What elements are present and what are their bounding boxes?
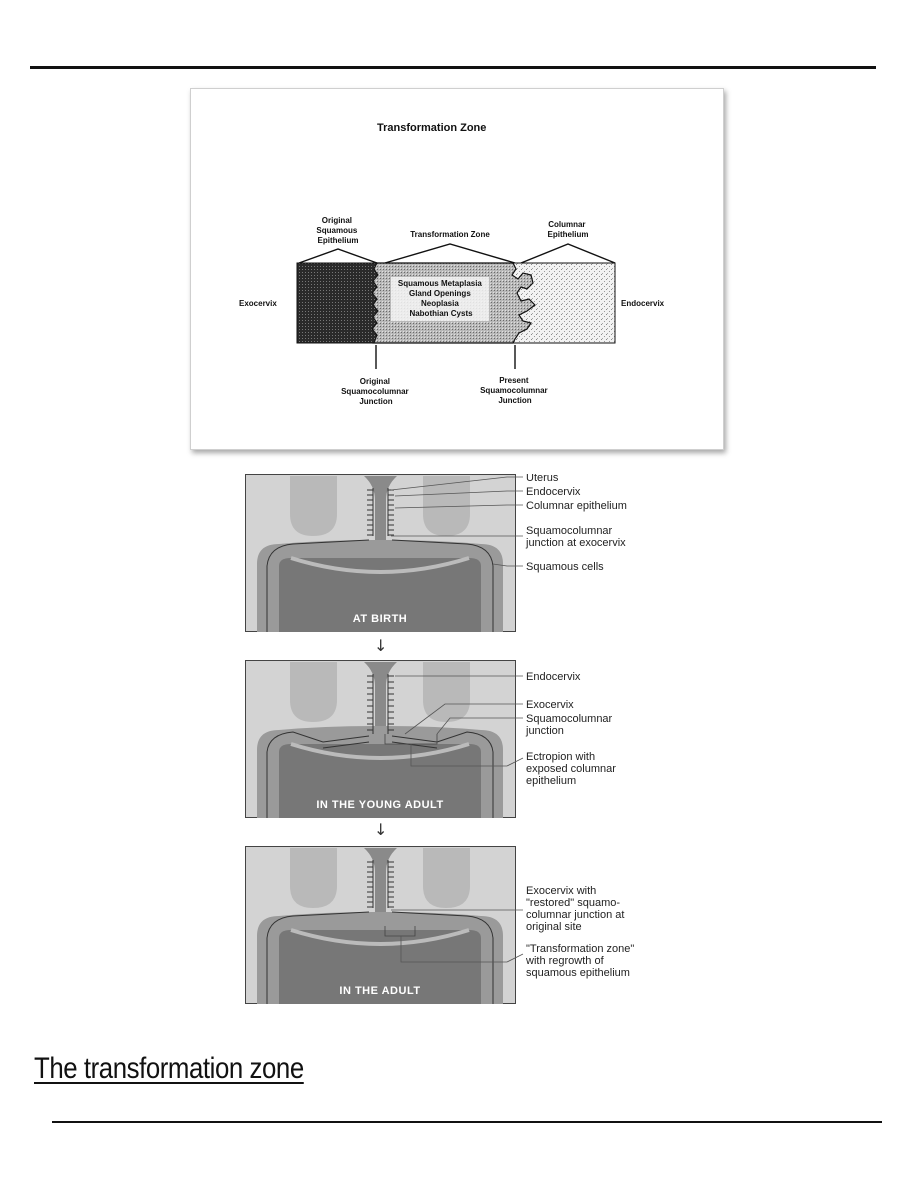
panel-at-birth <box>245 474 665 634</box>
exocervix-label: Exocervix <box>239 299 277 308</box>
arrow-down-icon: ↓ <box>374 636 388 655</box>
section-heading: The transformation zone <box>34 1052 304 1085</box>
panel-young-adult <box>245 660 665 820</box>
label-squamocolumnar-junction: Squamocolumnar junction <box>526 713 613 737</box>
columnar-epithelium-label: Columnar Epithelium <box>547 220 589 239</box>
top-rule <box>30 66 876 69</box>
transformation-zone-figure <box>190 88 724 450</box>
transformation-zone-diagram <box>191 89 723 449</box>
cervix-diagram-at-birth <box>245 474 665 634</box>
original-squamous-label: Original Squamous Epithelium <box>316 216 359 245</box>
present-junction-label: Present Squamocolumnar Junction <box>480 376 548 405</box>
bottom-rule <box>52 1121 882 1123</box>
label-ectropion: Ectropion with exposed columnar epithelium <box>526 751 616 787</box>
endocervix-label: Endocervix <box>621 299 665 308</box>
cervix-diagram-adult <box>245 846 665 1006</box>
label-endocervix: Endocervix <box>526 671 581 683</box>
label-squamocolumnar-junction: Squamocolumnar junction at exocervix <box>526 525 626 549</box>
stage-label-at-birth: AT BIRTH <box>352 613 408 625</box>
cervix-diagram-young-adult <box>245 660 665 820</box>
label-exocervix: Exocervix <box>526 699 574 711</box>
panel-adult <box>245 846 665 1006</box>
original-junction-label: Original Squamocolumnar Junction <box>341 377 409 406</box>
label-columnar-epithelium: Columnar epithelium <box>526 500 627 512</box>
arrow-down-icon: ↓ <box>374 820 388 839</box>
stage-label-young-adult: IN THE YOUNG ADULT <box>316 799 444 811</box>
label-uterus: Uterus <box>526 474 559 484</box>
label-transformation-zone: "Transformation zone" with regrowth of squamous epithelium <box>526 943 635 979</box>
label-restored-junction: Exocervix with "restored" squamo- columnar junction at original site <box>526 885 625 933</box>
figure1-title: Transformation Zone <box>377 122 487 134</box>
transformation-zone-label: Transformation Zone <box>410 230 490 239</box>
stage-label-adult: IN THE ADULT <box>339 985 421 997</box>
zone-items: Squamous Metaplasia Gland Openings Neoplasia Nabothian Cysts <box>397 279 482 318</box>
label-squamous-cells: Squamous cells <box>526 561 604 573</box>
label-endocervix: Endocervix <box>526 486 581 498</box>
